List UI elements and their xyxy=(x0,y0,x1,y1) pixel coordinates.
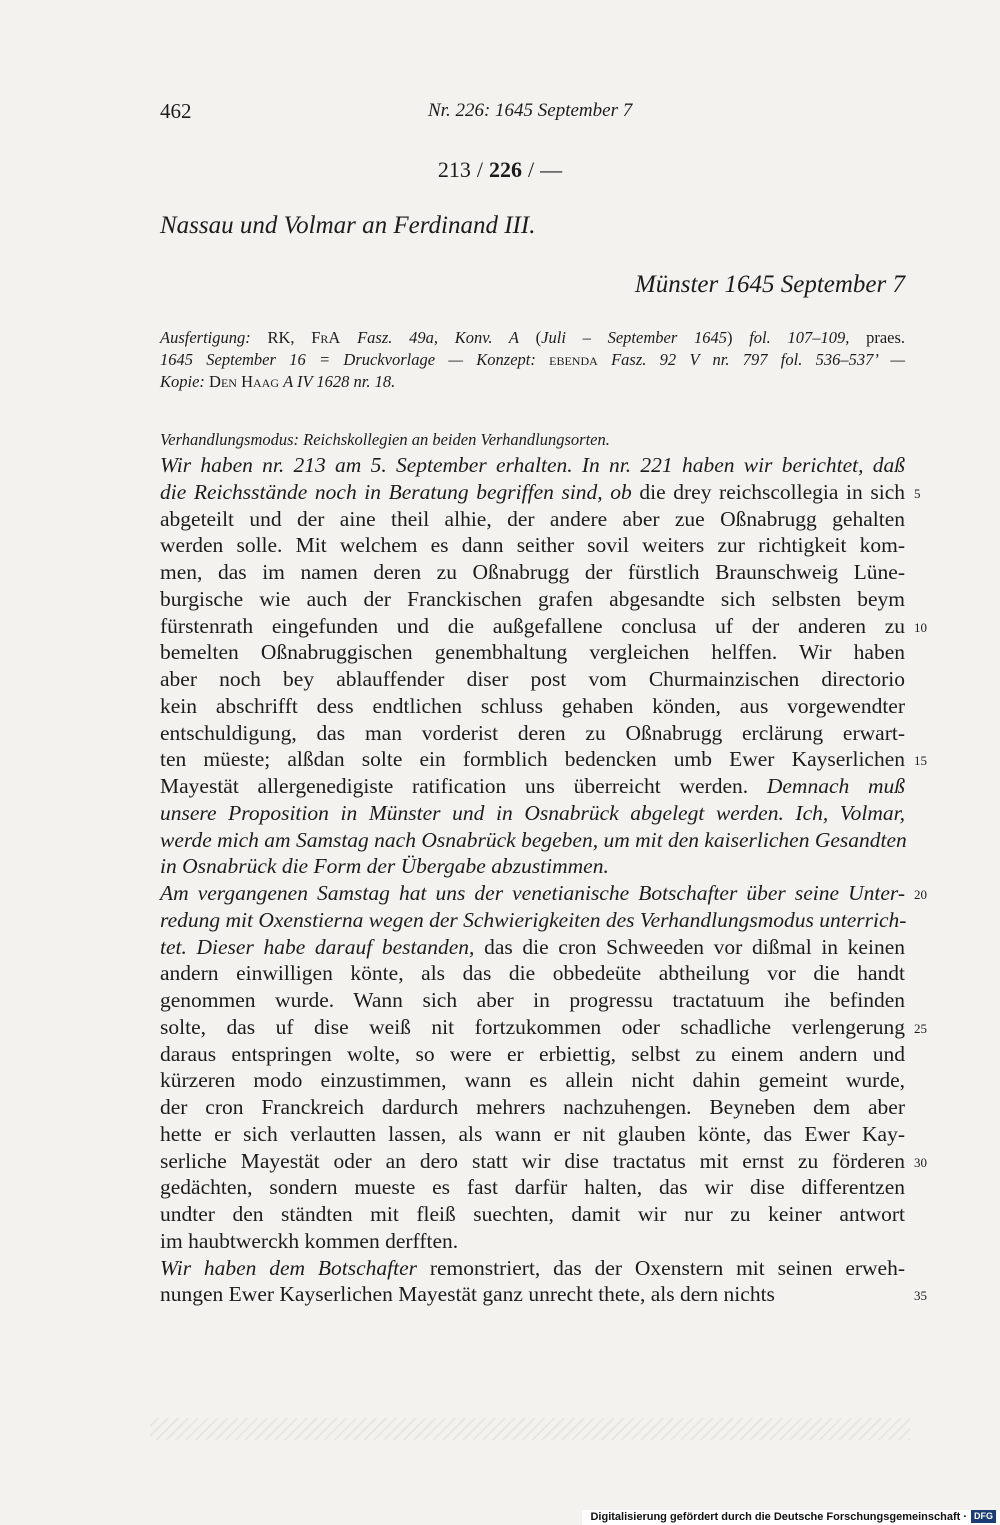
text-run: Fasz. 92 V nr. 797 fol. 536–537’ — xyxy=(611,350,905,369)
body-line xyxy=(160,1281,905,1308)
text-run: FrA xyxy=(311,328,341,347)
body-line xyxy=(160,880,905,907)
text-run: men, das im namen deren zu Oßnabrugg der fürstlich Braunschweig Lüne- xyxy=(160,560,905,584)
body-line xyxy=(160,907,905,934)
text-run: daraus entspringen wolte, so were er erbiettig, selbst zu einem andern und xyxy=(160,1041,905,1066)
text-run: ) xyxy=(726,328,750,347)
body-line xyxy=(160,1094,905,1121)
running-title: Nr. 226: 1645 September 7 xyxy=(428,100,633,121)
source-note-line xyxy=(160,349,905,371)
letter-body xyxy=(160,452,905,1308)
place-and-date: Münster 1645 September 7 xyxy=(634,271,905,298)
next-document-number: — xyxy=(540,157,563,182)
text-run: entschuldigung, das man vorderist deren zu Oßnabrugg erclärung erwart- xyxy=(160,720,905,745)
text-run: burgische wie auch der Franckischen grafen abgesandte sich selbsten beym xyxy=(160,586,905,611)
text-run: Juli – September 1645 xyxy=(541,328,727,347)
text-run: praes. xyxy=(849,328,906,347)
text-run: 1645 September 16 = Druckvorlage — Konzept: xyxy=(160,350,536,369)
separator: / xyxy=(528,157,535,182)
text-run: Am vergangenen Samstag hat uns der venetianische Botschafter über seine Unter- xyxy=(160,881,905,905)
text-run: Demnach muß xyxy=(766,774,906,798)
text-run: Ausfertigung: xyxy=(160,328,251,347)
modus-note-line: Verhandlungsmodus: Reichskollegien an beiden Verhandlungsorten. xyxy=(160,430,610,449)
text-run: die Reichsstände noch in Beratung begriffen sind, ob xyxy=(160,479,632,504)
document-heading: Nassau und Volmar an Ferdinand III. xyxy=(160,212,536,239)
funding-footer xyxy=(582,1510,1000,1525)
body-line xyxy=(160,532,905,559)
text-run: Wir haben nr. 213 am 5. September erhalten. In nr. 221 haben wir berichtet, daß xyxy=(160,453,905,477)
source-note-line xyxy=(160,371,905,393)
body-line xyxy=(160,506,905,533)
text-run: nungen Ewer Kayserlichen Mayestät ganz unrecht thete, als dern nichts xyxy=(160,1282,775,1307)
line-number: 30 xyxy=(914,1154,927,1170)
line-number: 15 xyxy=(914,753,927,769)
line-number: 35 xyxy=(914,1288,927,1304)
negotiation-mode-note xyxy=(160,429,905,451)
text-run: im haubtwerckh kommen derfften. xyxy=(160,1228,459,1253)
text-run: undter den ständten mit fleiß suechten, damit wir nur zu keiner antwort xyxy=(160,1202,905,1226)
text-run: bemelten Oßnabruggischen genembhaltung vergleichen helffen. Wir haben xyxy=(160,640,905,665)
text-run: serliche Mayestät oder an dero statt wir dise tractatus mit ernst zu förderen xyxy=(160,1148,905,1173)
text-run: ebenda xyxy=(549,350,598,369)
body-line xyxy=(160,720,905,747)
text-run: kürzeren modo einzustimmen, wann es allein nicht dahin gemeint wurde, xyxy=(160,1068,905,1093)
body-line xyxy=(160,1255,905,1282)
line-number: 5 xyxy=(914,485,921,501)
body-line xyxy=(160,1174,905,1201)
source-note xyxy=(160,327,905,393)
body-line xyxy=(160,452,905,479)
text-run: Kopie: xyxy=(160,372,205,391)
source-note-line xyxy=(160,327,905,349)
document-number-line xyxy=(0,156,1000,184)
text-run: werden solle. Mit welchem es dann seither sovil weiters zur richtigkeit kom- xyxy=(160,533,905,558)
text-run: der cron Franckreich dardurch mehrers nachzuhengen. Beyneben dem aber xyxy=(160,1095,905,1119)
body-line xyxy=(160,1041,905,1068)
bottom-show-through xyxy=(150,1418,910,1440)
text-run: Wir haben dem Botschafter xyxy=(160,1255,418,1280)
body-line xyxy=(160,853,905,880)
previous-document-number: 213 xyxy=(437,157,471,182)
text-run: gedächten, sondern mueste es fast darfür halten, das wir dise differentzen xyxy=(160,1175,905,1200)
text-run: genommen wurde. Wann sich aber in progressu tractatuum ihe befinden xyxy=(160,988,905,1012)
line-number: 25 xyxy=(914,1020,927,1036)
text-run: fürstenrath eingefunden und die außgefallene conclusa uf der anderen zu xyxy=(160,613,905,638)
separator: / xyxy=(476,157,483,182)
body-line xyxy=(160,800,905,827)
text-run: RK, xyxy=(250,328,312,347)
text-run: aber noch bey ablauffender diser post vom Churmainzischen directorio xyxy=(160,667,905,691)
text-run: das die cron Schweeden vor dißmal in keinen xyxy=(474,934,905,959)
text-run: Fasz. 49a, Konv. A xyxy=(357,328,519,347)
body-line xyxy=(160,1201,905,1228)
body-line xyxy=(160,666,905,693)
text-run: werde mich am Samstag nach Osnabrück begeben, um mit den kaiserlichen Gesandten xyxy=(160,827,907,852)
body-line xyxy=(160,479,905,506)
body-line xyxy=(160,773,905,800)
text-run: kein abschrifft dess endtlichen schluss gehaben könden, aus vorgewendter xyxy=(160,693,905,718)
body-line xyxy=(160,1014,905,1041)
text-run: fol. 107–109, xyxy=(749,328,850,347)
text-run: ( xyxy=(518,328,542,347)
text-run: Den Haag xyxy=(209,372,279,391)
text-run: tet. Dieser habe darauf bestanden, xyxy=(160,934,475,959)
body-line xyxy=(160,1067,905,1094)
text-run: abgeteilt und der aine theil alhie, der andere aber zue Oßnabrugg gehalten xyxy=(160,506,905,531)
body-line xyxy=(160,1148,905,1175)
body-line xyxy=(160,693,905,720)
text-run: A IV 1628 nr. 18. xyxy=(283,372,396,391)
dfg-logo: DFG xyxy=(971,1510,996,1523)
body-line xyxy=(160,639,905,666)
text-run: redung mit Oxenstierna wegen der Schwierigkeiten des Verhandlungsmodus unterrich- xyxy=(160,907,907,932)
text-run: solte, das uf dise weiß nit fortzukommen oder schadliche verlengerung xyxy=(160,1014,905,1039)
text-run: hette er sich verlautten lassen, als wann er nit glauben könte, das Ewer Kay- xyxy=(160,1121,905,1146)
text-run: unsere Proposition in Münster und in Osnabrück abgelegt werden. Ich, Volmar, xyxy=(160,800,905,825)
body-line xyxy=(160,586,905,613)
text-run: in Osnabrück die Form der Übergabe abzustimmen. xyxy=(160,854,609,879)
text-run: remonstriert, das der Oxenstern mit seinen erweh- xyxy=(417,1255,905,1280)
text-run: andern einwilligen könte, als das die obbedeüte abtheilung vor die handt xyxy=(160,961,905,986)
text-run xyxy=(340,328,357,347)
line-number: 20 xyxy=(914,887,927,902)
text-run: Mayestät allergenedigiste ratification uns überreicht werden. xyxy=(160,774,767,798)
text-run: die drey reichscollegia in sich xyxy=(631,479,905,504)
line-number: 10 xyxy=(914,619,927,635)
body-line xyxy=(160,746,905,773)
body-line xyxy=(160,960,905,987)
text-run xyxy=(598,350,611,369)
body-line xyxy=(160,827,905,854)
body-line xyxy=(160,987,905,1014)
page-number: 462 xyxy=(160,99,192,123)
text-run xyxy=(536,350,549,369)
funding-text: Digitalisierung gefördert durch die Deutsche Forschungsgemeinschaft · xyxy=(590,1511,967,1523)
body-line xyxy=(160,559,905,586)
body-line xyxy=(160,1228,905,1255)
body-line xyxy=(160,1121,905,1148)
body-line xyxy=(160,934,905,961)
current-document-number: 226 xyxy=(489,157,522,182)
body-line xyxy=(160,613,905,640)
text-run: ten müeste; alßdan solte ein formblich bedencken umb Ewer Kayserlichen xyxy=(160,747,905,772)
